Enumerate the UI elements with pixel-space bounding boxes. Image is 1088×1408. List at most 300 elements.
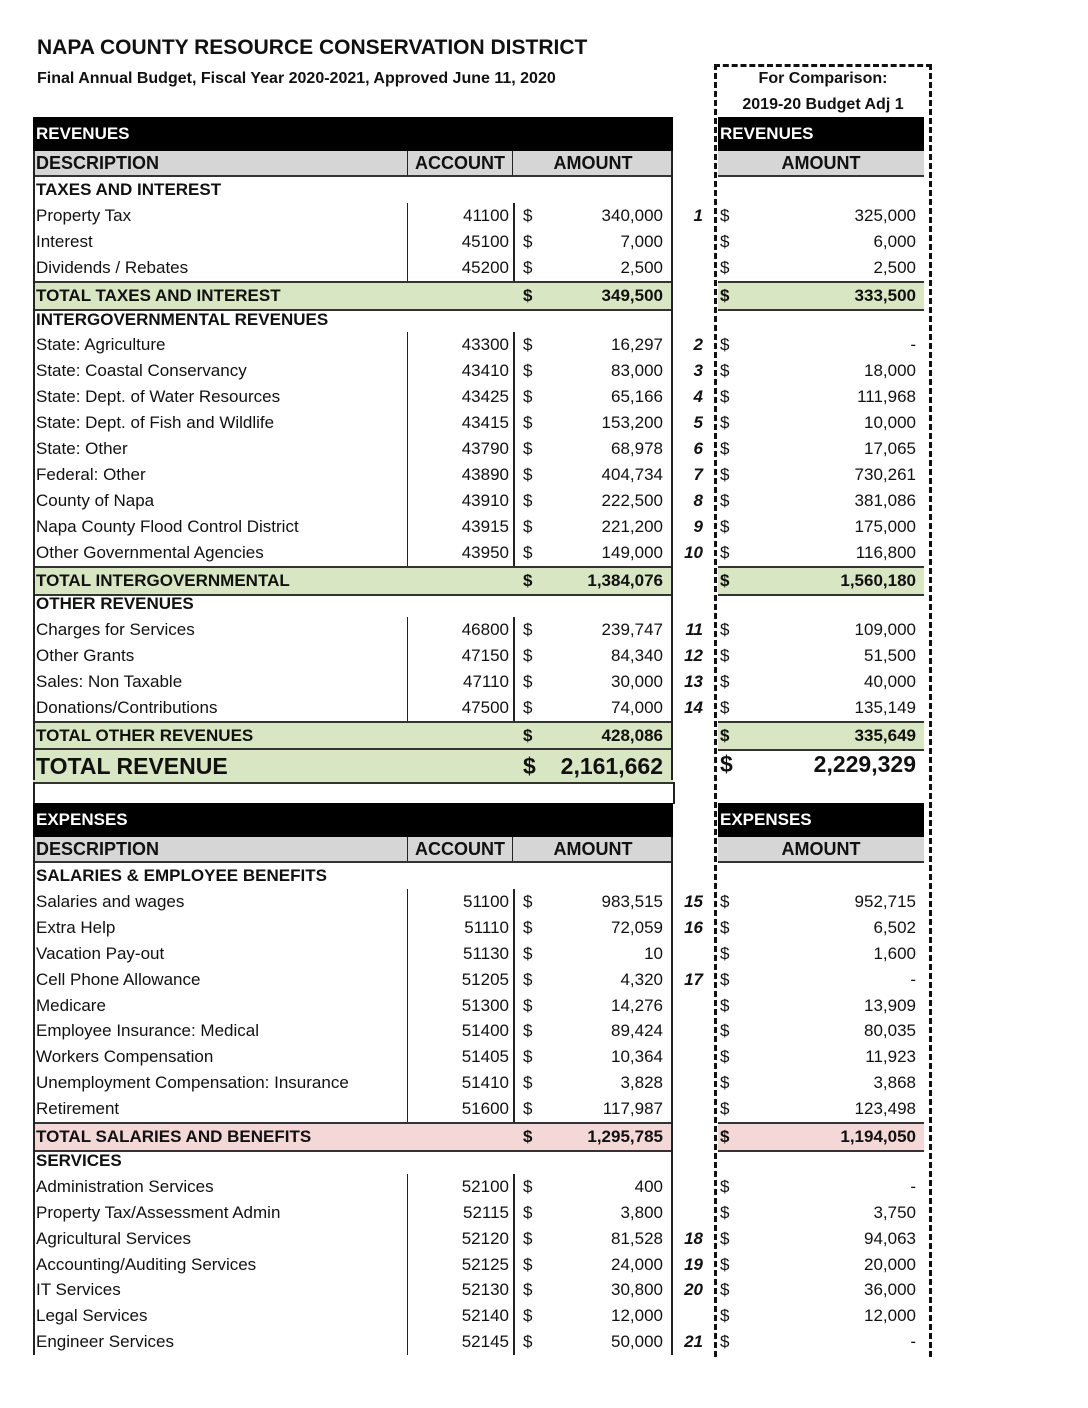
account-number: 45100 xyxy=(461,231,509,251)
footnote-number: 1 xyxy=(693,205,703,225)
line-item-description: Employee Insurance: Medical xyxy=(36,1021,260,1041)
comparison-section-title-bar xyxy=(718,117,924,151)
comparison-currency-sign: $ xyxy=(720,891,730,911)
line-item-amount: 10 xyxy=(644,943,663,963)
footnote-number: 17 xyxy=(684,969,703,989)
comparison-amount: 135,149 xyxy=(854,698,916,717)
comparison-item-row xyxy=(718,643,924,669)
footnote-number: 5 xyxy=(693,413,703,433)
line-item-description: Other Grants xyxy=(36,646,135,666)
account-number: 51400 xyxy=(461,1021,509,1041)
comparison-subtotal-amount: 335,649 xyxy=(854,725,916,745)
column-header-row xyxy=(33,837,673,863)
currency-sign: $ xyxy=(523,1202,533,1222)
line-item-row xyxy=(33,229,673,255)
account-number: 51405 xyxy=(461,1047,509,1067)
footnote-number xyxy=(673,941,703,967)
line-item-row xyxy=(33,1174,673,1200)
account-header: ACCOUNT xyxy=(407,837,513,861)
currency-sign: $ xyxy=(523,698,533,717)
comparison-item-row xyxy=(718,255,924,281)
currency-sign: $ xyxy=(523,672,533,692)
line-item-description: Medicare xyxy=(36,995,106,1015)
line-item-amount: 149,000 xyxy=(601,542,663,562)
line-item-row xyxy=(33,488,703,514)
description-header: DESCRIPTION xyxy=(36,839,160,859)
line-item-row xyxy=(33,203,703,229)
comparison-item-row xyxy=(718,436,924,462)
comparison-item-row xyxy=(718,1018,924,1044)
comparison-currency-sign: $ xyxy=(720,490,730,510)
line-item-description: Napa County Flood Control District xyxy=(36,516,299,536)
grand-total-amount: 2,161,662 xyxy=(560,752,663,779)
footnote-number xyxy=(673,1174,703,1200)
account-number: 51100 xyxy=(462,891,509,911)
comparison-header-row xyxy=(718,151,924,177)
line-item-amount: 65,166 xyxy=(611,387,663,407)
line-item-row xyxy=(33,1329,703,1355)
comparison-heading: For Comparison: xyxy=(758,70,888,87)
line-item-description: State: Other xyxy=(36,439,128,458)
line-item-amount: 30,800 xyxy=(611,1280,663,1300)
group-heading: SALARIES & EMPLOYEE BENEFITS xyxy=(36,866,327,885)
account-number: 51600 xyxy=(461,1099,509,1119)
comparison-currency-sign: $ xyxy=(720,672,730,692)
line-item-row xyxy=(33,1200,673,1226)
footnote-number: 15 xyxy=(684,891,703,911)
account-number: 43425 xyxy=(461,387,509,407)
currency-divider xyxy=(513,514,515,540)
currency-divider xyxy=(513,229,515,255)
comparison-amount: - xyxy=(910,969,916,989)
line-item-description: Federal: Other xyxy=(36,464,146,484)
currency-divider xyxy=(513,1277,515,1303)
line-item-description: State: Dept. of Fish and Wildlife xyxy=(36,413,275,433)
comparison-item-row xyxy=(718,1252,924,1278)
currency-divider xyxy=(513,384,515,410)
currency-divider xyxy=(513,1200,515,1226)
line-item-row xyxy=(33,436,703,462)
currency-sign: $ xyxy=(523,1228,533,1248)
comparison-amount: 10,000 xyxy=(864,413,916,433)
footnote-number: 20 xyxy=(684,1280,703,1300)
comparison-amount: 3,750 xyxy=(873,1202,916,1222)
comparison-item-row xyxy=(718,1329,924,1355)
account-number: 52100 xyxy=(461,1176,509,1196)
subtotal-label: TOTAL SALARIES AND BENEFITS xyxy=(36,1127,312,1146)
line-item-amount: 81,528 xyxy=(611,1228,663,1248)
line-item-description: Interest xyxy=(36,231,93,251)
footnote-number: 18 xyxy=(684,1228,703,1248)
footnote-number: 8 xyxy=(693,490,703,510)
comparison-amount: 13,909 xyxy=(864,995,916,1015)
line-item-description: Workers Compensation xyxy=(36,1047,214,1067)
comparison-item-row xyxy=(718,1226,924,1252)
line-item-amount: 50,000 xyxy=(611,1332,663,1352)
account-number: 41100 xyxy=(462,205,509,225)
line-item-description: IT Services xyxy=(36,1280,121,1300)
account-number: 43950 xyxy=(461,542,509,562)
currency-divider xyxy=(513,889,515,915)
comparison-section-title: REVENUES xyxy=(720,124,814,143)
line-item-amount: 983,515 xyxy=(601,891,663,911)
comparison-currency-sign: $ xyxy=(720,387,730,407)
comparison-subtotal-amount: 1,194,050 xyxy=(840,1127,916,1146)
footnote-number xyxy=(673,229,703,255)
account-number: 43410 xyxy=(461,361,509,381)
footnote-number: 10 xyxy=(684,542,703,562)
currency-sign: $ xyxy=(523,257,533,277)
table-left-border xyxy=(33,837,35,1355)
comparison-currency-sign: $ xyxy=(720,969,730,989)
line-item-amount: 74,000 xyxy=(611,698,663,717)
comparison-currency-sign: $ xyxy=(720,439,730,458)
line-item-amount: 239,747 xyxy=(601,620,663,640)
currency-divider xyxy=(513,915,515,941)
document-title: NAPA COUNTY RESOURCE CONSERVATION DISTRICT xyxy=(37,36,588,59)
subtotal-currency-sign: $ xyxy=(523,725,533,745)
subtotal-label: TOTAL INTERGOVERNMENTAL xyxy=(36,570,290,590)
group-heading-row xyxy=(33,863,673,889)
footnote-number: 13 xyxy=(684,672,703,692)
comparison-item-row xyxy=(718,617,924,643)
footnote-number: 4 xyxy=(693,387,703,407)
currency-divider xyxy=(513,410,515,436)
section-spacer xyxy=(33,782,675,804)
comparison-subtotal-row xyxy=(718,721,924,751)
line-item-amount: 153,200 xyxy=(601,413,663,433)
line-item-description: Administration Services xyxy=(36,1176,214,1196)
line-item-description: State: Dept. of Water Resources xyxy=(36,387,281,407)
group-heading-row xyxy=(33,1148,673,1174)
line-item-description: Charges for Services xyxy=(36,620,195,640)
comparison-amount: 123,498 xyxy=(854,1099,916,1119)
comparison-amount: 325,000 xyxy=(854,205,916,225)
section-title-bar xyxy=(33,803,673,837)
account-number: 52120 xyxy=(461,1228,509,1248)
comparison-amount: 80,035 xyxy=(864,1021,916,1041)
table-right-border xyxy=(671,151,673,780)
line-item-description: Extra Help xyxy=(36,917,116,937)
comparison-currency-sign: $ xyxy=(720,413,730,433)
subtotal-currency-sign: $ xyxy=(523,570,533,590)
comparison-item-row xyxy=(718,1303,924,1329)
account-number: 47150 xyxy=(461,646,509,666)
group-heading: SERVICES xyxy=(36,1150,122,1170)
comparison-currency-sign: $ xyxy=(720,464,730,484)
currency-sign: $ xyxy=(523,516,533,536)
line-item-amount: 3,828 xyxy=(620,1073,663,1093)
footnote-number: 16 xyxy=(684,917,703,937)
account-number: 47500 xyxy=(461,698,509,717)
currency-sign: $ xyxy=(523,1332,533,1352)
line-item-row xyxy=(33,384,703,410)
comparison-currency-sign: $ xyxy=(720,1047,730,1067)
currency-divider xyxy=(513,643,515,669)
currency-divider xyxy=(513,488,515,514)
line-item-row xyxy=(33,1252,703,1278)
amount-header: AMOUNT xyxy=(553,839,633,859)
line-item-row xyxy=(33,941,673,967)
currency-sign: $ xyxy=(523,1047,533,1067)
footnote-number: 7 xyxy=(693,464,703,484)
footnote-number: 2 xyxy=(693,335,703,355)
currency-sign: $ xyxy=(523,620,533,640)
account-number: 43890 xyxy=(461,464,509,484)
grand-total-row xyxy=(33,748,673,784)
comparison-item-row xyxy=(718,915,924,941)
subtotal-currency-sign: $ xyxy=(523,1127,533,1146)
line-item-row xyxy=(33,1096,673,1122)
comparison-section-title-bar xyxy=(718,803,924,837)
account-number: 43415 xyxy=(461,413,509,433)
currency-sign: $ xyxy=(523,1306,533,1326)
line-item-row xyxy=(33,540,703,566)
line-item-description: Accounting/Auditing Services xyxy=(36,1254,257,1274)
comparison-currency-sign: $ xyxy=(720,1280,730,1300)
comparison-amount-header: AMOUNT xyxy=(781,839,861,859)
line-item-amount: 7,000 xyxy=(620,231,663,251)
line-item-amount: 72,059 xyxy=(611,917,663,937)
subtotal-label: TOTAL TAXES AND INTEREST xyxy=(36,285,281,305)
currency-sign: $ xyxy=(523,1099,533,1119)
comparison-subtotal-amount: 1,560,180 xyxy=(840,570,916,590)
line-item-amount: 89,424 xyxy=(611,1021,663,1041)
subtotal-amount: 428,086 xyxy=(601,725,663,745)
subtotal-amount: 349,500 xyxy=(601,285,663,305)
comparison-subtotal-currency-sign: $ xyxy=(720,725,730,745)
line-item-row xyxy=(33,967,703,993)
comparison-amount: 6,502 xyxy=(873,917,916,937)
currency-sign: $ xyxy=(523,490,533,510)
account-number: 51110 xyxy=(464,917,509,937)
comparison-amount-header: AMOUNT xyxy=(781,153,861,173)
comparison-item-row xyxy=(718,410,924,436)
line-item-description: Salaries and wages xyxy=(36,891,185,911)
line-item-row xyxy=(33,462,703,488)
group-heading: TAXES AND INTEREST xyxy=(36,180,222,199)
comparison-amount: 116,800 xyxy=(855,542,916,562)
currency-sign: $ xyxy=(523,891,533,911)
comparison-currency-sign: $ xyxy=(720,1202,730,1222)
group-heading-row xyxy=(33,591,673,617)
currency-sign: $ xyxy=(523,205,533,225)
account-number: 52130 xyxy=(461,1280,509,1300)
comparison-amount: 17,065 xyxy=(864,439,916,458)
account-number: 43300 xyxy=(461,335,509,355)
footnote-number: 11 xyxy=(685,620,703,640)
line-item-row xyxy=(33,1070,673,1096)
account-number: 43790 xyxy=(461,439,509,458)
currency-sign: $ xyxy=(523,1073,533,1093)
currency-divider xyxy=(513,1018,515,1044)
line-item-amount: 404,734 xyxy=(601,464,663,484)
comparison-amount: 3,868 xyxy=(873,1073,916,1093)
comparison-item-row xyxy=(718,1200,924,1226)
line-item-amount: 83,000 xyxy=(611,361,663,381)
line-item-description: Unemployment Compensation: Insurance xyxy=(36,1073,349,1093)
line-item-amount: 2,500 xyxy=(620,257,663,277)
comparison-amount: 51,500 xyxy=(864,646,916,666)
subtotal-row xyxy=(33,721,673,751)
currency-divider xyxy=(513,1174,515,1200)
line-item-row xyxy=(33,1018,673,1044)
line-item-amount: 84,340 xyxy=(611,646,663,666)
line-item-description: Retirement xyxy=(36,1099,120,1119)
comparison-currency-sign: $ xyxy=(720,1073,730,1093)
currency-divider xyxy=(513,1226,515,1252)
comparison-item-row xyxy=(718,1174,924,1200)
comparison-item-row xyxy=(718,203,924,229)
currency-sign: $ xyxy=(523,413,533,433)
comparison-item-row xyxy=(718,695,924,721)
currency-sign: $ xyxy=(523,542,533,562)
line-item-row xyxy=(33,695,703,721)
comparison-subtotal-row xyxy=(718,1122,924,1152)
footnote-number xyxy=(673,1303,703,1329)
line-item-row xyxy=(33,617,703,643)
line-item-amount: 221,200 xyxy=(601,516,663,536)
comparison-amount: 2,500 xyxy=(873,257,916,277)
comparison-amount: - xyxy=(910,1176,916,1196)
comparison-item-row xyxy=(718,1070,924,1096)
line-item-row xyxy=(33,358,703,384)
comparison-amount: 40,000 xyxy=(864,672,916,692)
footnote-number: 21 xyxy=(684,1332,703,1352)
line-item-description: Engineer Services xyxy=(36,1332,174,1352)
account-number: 45200 xyxy=(461,257,509,277)
line-item-amount: 400 xyxy=(634,1176,663,1196)
currency-divider xyxy=(513,332,515,358)
comparison-currency-sign: $ xyxy=(720,1099,730,1119)
line-item-amount: 16,297 xyxy=(611,335,663,355)
currency-divider xyxy=(513,1044,515,1070)
amount-header: AMOUNT xyxy=(553,153,633,173)
account-number: 43915 xyxy=(461,516,509,536)
footnote-number xyxy=(673,1096,703,1122)
line-item-row xyxy=(33,643,703,669)
comparison-amount: - xyxy=(910,1332,916,1352)
comparison-currency-sign: $ xyxy=(720,1332,730,1352)
comparison-currency-sign: $ xyxy=(720,542,730,562)
subtotal-amount: 1,384,076 xyxy=(587,570,663,590)
comparison-currency-sign: $ xyxy=(720,1021,730,1041)
line-item-row xyxy=(33,255,673,281)
comparison-amount: 111,968 xyxy=(857,387,916,407)
comparison-grand-total-amount: 2,229,329 xyxy=(813,750,916,777)
comparison-grand-total-row xyxy=(718,748,924,780)
currency-divider xyxy=(513,1303,515,1329)
currency-divider xyxy=(513,436,515,462)
currency-divider xyxy=(513,993,515,1019)
footnote-number xyxy=(673,255,703,281)
comparison-header-row xyxy=(718,837,924,863)
grand-total-label: TOTAL REVENUE xyxy=(36,752,228,779)
comparison-currency-sign: $ xyxy=(720,516,730,536)
line-item-description: Vacation Pay-out xyxy=(36,943,165,963)
grand-total-currency-sign: $ xyxy=(523,752,536,779)
comparison-currency-sign: $ xyxy=(720,205,730,225)
comparison-subtotal-amount: 333,500 xyxy=(854,285,916,305)
document-subtitle: Final Annual Budget, Fiscal Year 2020-2021, Approved June 11, 2020 xyxy=(37,70,556,87)
line-item-row xyxy=(33,514,703,540)
comparison-currency-sign: $ xyxy=(720,943,730,963)
line-item-row xyxy=(33,1044,673,1070)
line-item-description: Cell Phone Allowance xyxy=(36,969,201,989)
comparison-currency-sign: $ xyxy=(720,1176,730,1196)
line-item-amount: 10,364 xyxy=(611,1047,663,1067)
line-item-amount: 222,500 xyxy=(601,490,663,510)
line-item-row xyxy=(33,889,703,915)
line-item-description: Property Tax/Assessment Admin xyxy=(36,1202,281,1222)
line-item-description: Other Governmental Agencies xyxy=(36,542,264,562)
comparison-currency-sign: $ xyxy=(720,995,730,1015)
footnote-number: 14 xyxy=(684,698,703,717)
currency-divider xyxy=(513,617,515,643)
account-number: 46800 xyxy=(461,620,509,640)
comparison-item-row xyxy=(718,1044,924,1070)
currency-sign: $ xyxy=(523,943,533,963)
section-title: EXPENSES xyxy=(36,810,128,829)
comparison-amount: 11,923 xyxy=(865,1047,916,1067)
footnote-number xyxy=(673,1070,703,1096)
subtotal-currency-sign: $ xyxy=(523,285,533,305)
line-item-amount: 4,320 xyxy=(620,969,663,989)
currency-divider xyxy=(513,695,515,721)
comparison-item-row xyxy=(718,941,924,967)
comparison-item-row xyxy=(718,384,924,410)
comparison-grand-total-currency-sign: $ xyxy=(720,750,733,777)
currency-divider xyxy=(513,1252,515,1278)
currency-divider xyxy=(513,1329,515,1355)
comparison-item-row xyxy=(718,993,924,1019)
currency-divider xyxy=(513,669,515,695)
line-item-description: Sales: Non Taxable xyxy=(36,672,183,692)
footnote-number: 6 xyxy=(693,439,703,458)
line-item-amount: 340,000 xyxy=(601,205,663,225)
account-number: 52115 xyxy=(462,1202,509,1222)
footnote-number xyxy=(673,993,703,1019)
comparison-amount: 730,261 xyxy=(854,464,916,484)
line-item-amount: 12,000 xyxy=(611,1306,663,1326)
line-item-row xyxy=(33,410,703,436)
comparison-item-row xyxy=(718,669,924,695)
comparison-item-row xyxy=(718,1096,924,1122)
currency-sign: $ xyxy=(523,969,533,989)
account-header: ACCOUNT xyxy=(407,151,513,175)
footnote-number xyxy=(673,1018,703,1044)
currency-sign: $ xyxy=(523,917,533,937)
line-item-row xyxy=(33,332,703,358)
table-left-border xyxy=(33,151,35,780)
comparison-item-row xyxy=(718,514,924,540)
comparison-currency-sign: $ xyxy=(720,1306,730,1326)
account-number: 51130 xyxy=(462,943,509,963)
currency-divider xyxy=(513,1096,515,1122)
line-item-row xyxy=(33,1226,703,1252)
comparison-amount: 6,000 xyxy=(873,231,916,251)
comparison-currency-sign: $ xyxy=(720,361,730,381)
comparison-currency-sign: $ xyxy=(720,1254,730,1274)
line-item-row xyxy=(33,669,703,695)
group-heading: INTERGOVERNMENTAL REVENUES xyxy=(36,309,329,329)
footnote-number xyxy=(673,1200,703,1226)
comparison-item-row xyxy=(718,540,924,566)
line-item-description: State: Agriculture xyxy=(36,335,166,355)
currency-sign: $ xyxy=(523,1280,533,1300)
comparison-amount: 20,000 xyxy=(864,1254,916,1274)
line-item-amount: 3,800 xyxy=(620,1202,663,1222)
